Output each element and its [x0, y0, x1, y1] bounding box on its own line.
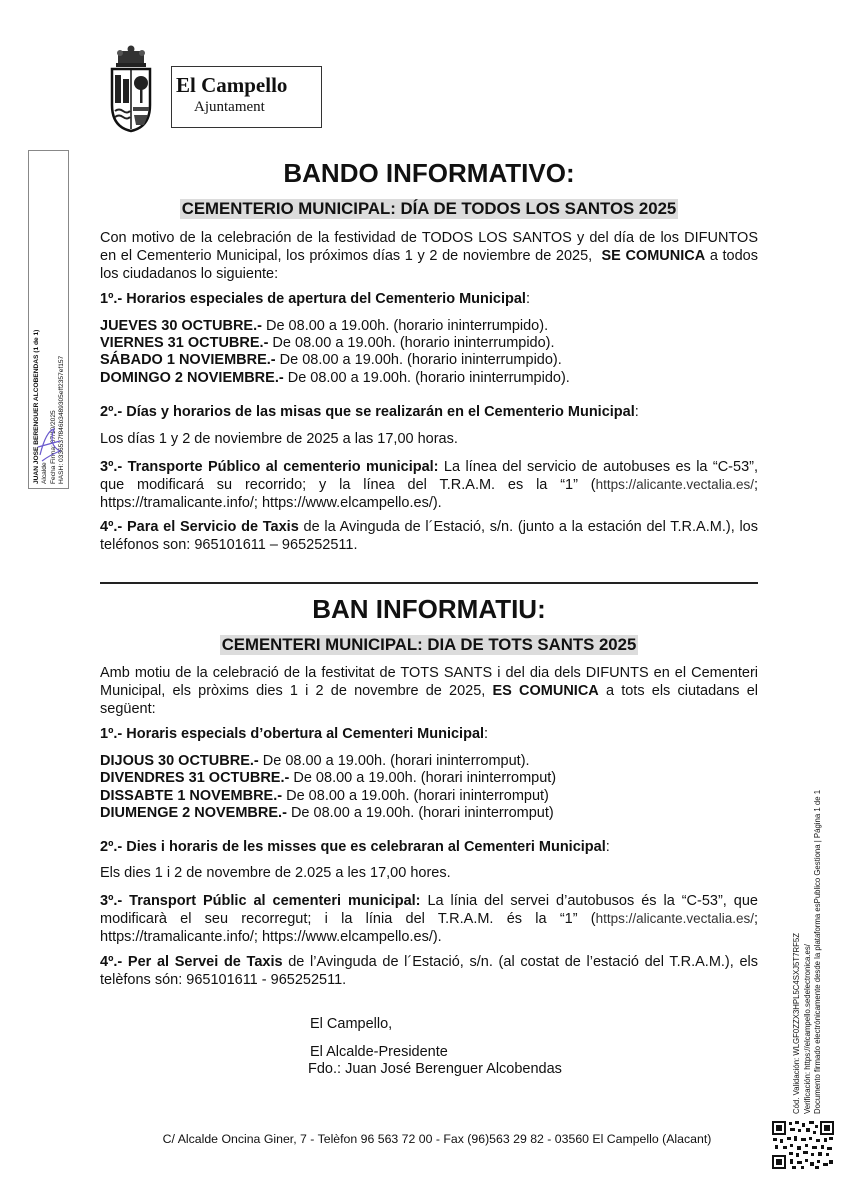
schedule-day: DOMINGO 2 NOVIEMBRE.- [100, 370, 284, 386]
subtitle-es [100, 199, 758, 219]
section2-heading-va [100, 838, 610, 856]
section2-heading-es-text: 2º.- Días y horarios de las misas que se realizarán en el Cementerio Municipal [100, 404, 635, 420]
section3-heading-es: 3º.- Transporte Público al cementerio municipal: [100, 459, 439, 475]
url-separator: ; [753, 477, 758, 493]
schedule-row-es [100, 317, 548, 335]
colon: : [605, 839, 610, 855]
schedule-row-va [100, 787, 549, 805]
section3-text-es: La línea del servicio de autobuses es la “C-53”, que modificará su recorrido; y la línea del T.R.A.M. es la “1” ( [100, 459, 758, 493]
intro-va [100, 664, 758, 718]
section4-text-es: de la Avinguda de l´Estació, s/n. (junto a la estación del T.R.A.M.), los teléfonos son: 965101611 – 965252511. [100, 519, 758, 553]
stamp-hash: HASH: 0336537f846b3489305eff2357ef157 [57, 355, 65, 484]
schedule-row-es [100, 334, 555, 352]
section4-es [100, 518, 758, 554]
schedule-row-es [100, 351, 562, 369]
section3-heading-va: 3º.- Transport Públic al cementeri municipal: [100, 893, 421, 909]
schedule-row-es [100, 369, 570, 387]
url-separator: ; [753, 911, 758, 927]
section2-heading-va-text: 2º.- Dies i horaris de les misses que es celebraran al Cementeri Municipal [100, 839, 606, 855]
intro-es-end: a todos los ciudadanos lo siguiente: [100, 248, 758, 282]
schedule-day: DIVENDRES 31 OCTUBRE.- [100, 770, 290, 786]
signature-role: El Alcalde-Presidente [310, 1044, 448, 1060]
intro-va-bold: ES COMUNICA [492, 683, 599, 699]
section-divider [100, 582, 758, 584]
footer-address: C/ Alcalde Oncina Giner, 7 - Telèfon 96 563 72 00 - Fax (96)563 29 82 - 03560 El Campello (Alacant) [162, 1132, 712, 1146]
section1-heading-es-text: 1º.- Horarios especiales de apertura del Cementerio Municipal [100, 291, 526, 307]
verification-note: Documento firmado electrónicamente desde la plataforma esPublico Gestiona | Página 1 de 1 [813, 789, 823, 1114]
schedule-row-va [100, 769, 556, 787]
subtitle-va [100, 635, 758, 655]
schedule-day: DISSABTE 1 NOVEMBRE.- [100, 788, 283, 804]
stamp-signer: JUAN JOSE BERENGUER ALCOBENDAS (1 de 1) [33, 329, 40, 484]
signature-place: El Campello, [310, 1016, 393, 1032]
section3-es [100, 458, 758, 512]
section4-heading-va: 4º.- Per al Servei de Taxis [100, 954, 283, 970]
schedule-hours: De 08.00 a 19.00h. (horari ininterromput) [286, 805, 554, 821]
qr-code [771, 1120, 835, 1170]
section2-text-va: Els dies 1 i 2 de novembre de 2.025 a les 17,00 hores. [100, 865, 451, 881]
intro-es [100, 229, 758, 283]
schedule-day: DIUMENGE 2 NOVEMBRE.- [100, 805, 287, 821]
section4-text-va: de l’Avinguda de l´Estació, s/n. (al costat de l’estació del T.R.A.M.), els telèfons són: 965101611 - 965252511. [100, 954, 759, 988]
section3-links-es[interactable]: https://tramalicante.info/; https://www.elcampello.es/). [100, 495, 442, 511]
schedule-hours: De 08.00 a 19.00h. (horario ininterrumpido). [275, 352, 562, 368]
section1-heading-va [100, 725, 488, 743]
link-vectalia[interactable]: https://alicante.vectalia.es/ [595, 911, 754, 926]
title-es: BANDO INFORMATIVO: [283, 158, 575, 188]
intro-va-end: a tots els ciutadans el següent: [100, 683, 759, 717]
section2-heading-es [100, 403, 639, 421]
schedule-hours: De 08.00 a 19.00h. (horari ininterromput) [282, 788, 549, 804]
schedule-row-va [100, 804, 554, 822]
section2-text-es: Los días 1 y 2 de noviembre de 2025 a las 17,00 horas. [100, 431, 458, 447]
schedule-hours: De 08.00 a 19.00h. (horari ininterromput) [289, 770, 557, 786]
coat-of-arms-logo [106, 45, 156, 133]
link-vectalia[interactable]: https://alicante.vectalia.es/ [595, 477, 754, 492]
colon: : [634, 404, 639, 420]
subtitle-va-text: CEMENTERI MUNICIPAL: DIA DE TOTS SANTS 2025 [221, 635, 637, 654]
signature-name: Fdo.: Juan José Berenguer Alcobendas [308, 1061, 562, 1077]
section3-va [100, 892, 758, 946]
signature-stamp [28, 150, 69, 489]
intro-es-bold: SE COMUNICA [601, 248, 706, 264]
verification-code: Cód. Validación: WLGF0ZZX3HPL5C4SXJ5T7RF5Z [792, 933, 801, 1114]
logo-box [171, 66, 322, 128]
section1-heading-es [100, 290, 530, 308]
colon: : [484, 726, 489, 742]
org-name: El Campello [176, 73, 288, 97]
section4-heading-es: 4º.- Para el Servicio de Taxis [100, 519, 299, 535]
schedule-hours: De 08.00 a 19.00h. (horario ininterrumpido). [261, 318, 549, 334]
handwritten-signature [34, 421, 64, 465]
title-va: BAN INFORMATIU: [312, 594, 546, 624]
schedule-hours: De 08.00 a 19.00h. (horari ininterromput). [258, 753, 530, 769]
org-subtitle: Ajuntament [194, 99, 265, 115]
schedule-day: SÁBADO 1 NOVIEMBRE.- [100, 352, 276, 368]
colon: : [525, 291, 530, 307]
verification-url: Verificación: https://elcampello.sedelectronica.es/ [802, 944, 812, 1114]
schedule-day: VIERNES 31 OCTUBRE.- [100, 335, 269, 351]
schedule-row-va [100, 752, 530, 770]
schedule-day: DIJOUS 30 OCTUBRE.- [100, 753, 259, 769]
section1-heading-va-text: 1º.- Horaris especials d’obertura al Cementeri Municipal [100, 726, 485, 742]
section3-text-va: La línia del servei d’autobusos és la “C-53”, que modificarà el seu recorregut; i la línia del T.R.A.M. és la “1” ( [100, 893, 758, 927]
stamp-date: Fecha Firma: 07/10/2025 [49, 410, 57, 484]
section4-va [100, 953, 758, 989]
schedule-day: JUEVES 30 OCTUBRE.- [100, 318, 262, 334]
section3-links-va[interactable]: https://tramalicante.info/; https://www.elcampello.es/). [100, 929, 442, 945]
intro-es-text: Con motivo de la celebración de la festividad de TODOS LOS SANTOS y del día de los DIFUNTOS en el Cementerio Municipal, los próximos días 1 y 2 de noviembre de 2025, [100, 230, 758, 264]
schedule-hours: De 08.00 a 19.00h. (horario ininterrumpido). [268, 335, 555, 351]
intro-va-text: Amb motiu de la celebració de la festivitat de TOTS SANTS i del dia dels DIFUNTS en el Cementeri Municipal, els pròxims dies 1 i 2 de novembre de 2025, [100, 665, 758, 699]
stamp-role: Alcalde [41, 462, 49, 484]
verification-text [792, 790, 824, 1114]
subtitle-es-text: CEMENTERIO MUNICIPAL: DÍA DE TODOS LOS SANTOS 2025 [181, 199, 677, 218]
schedule-hours: De 08.00 a 19.00h. (horario ininterrumpido). [283, 370, 570, 386]
